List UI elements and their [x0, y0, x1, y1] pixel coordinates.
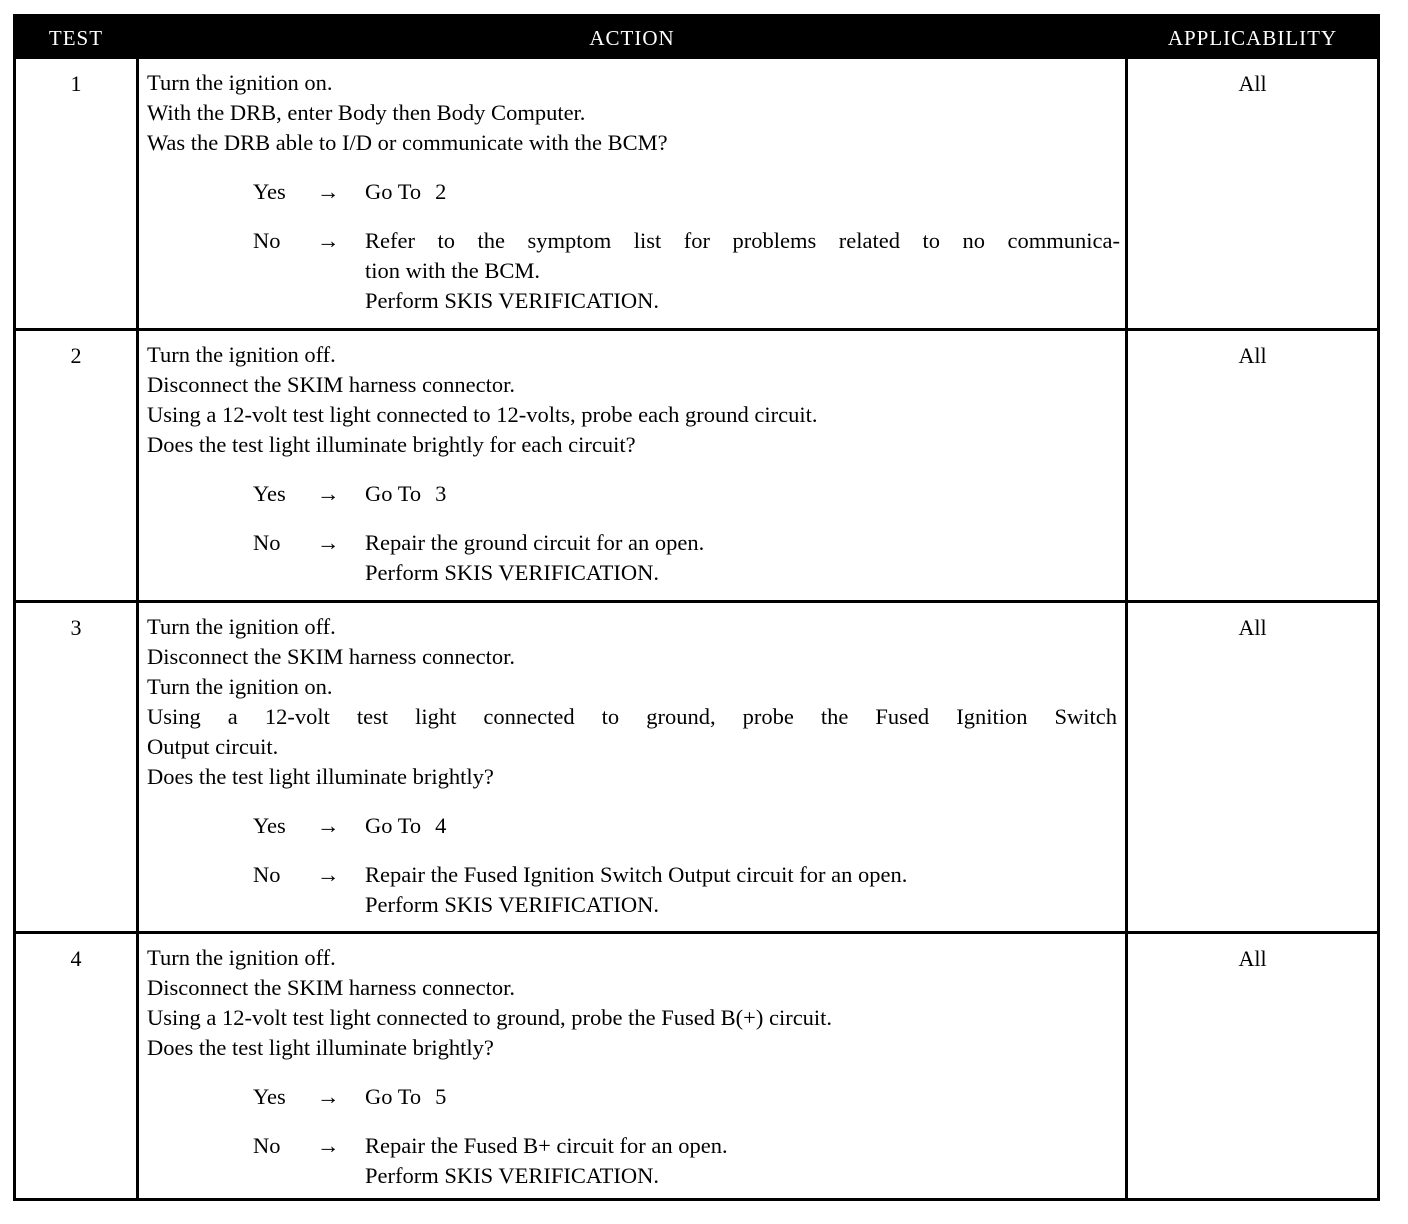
action-step: Output circuit. — [147, 734, 279, 759]
table-row — [16, 328, 1377, 600]
no-result — [365, 1131, 1120, 1191]
action-step: Disconnect the SKIM harness connector. — [147, 975, 516, 1000]
no-result — [365, 226, 1120, 316]
no-label: No — [253, 228, 281, 253]
no-result — [365, 528, 1120, 588]
no-branch — [147, 528, 1117, 588]
action-step: Was the DRB able to I/D or communicate with the BCM? — [147, 130, 668, 155]
yes-branch — [147, 479, 1117, 509]
table-header — [16, 17, 1377, 59]
yes-label: Yes — [253, 179, 286, 204]
yes-branch — [147, 1082, 1117, 1112]
yes-label: Yes — [253, 813, 286, 838]
action-step: Turn the ignition off. — [147, 342, 336, 367]
action-step: Turn the ignition on. — [147, 70, 333, 95]
table-row — [16, 931, 1377, 1198]
go-to-label: Go To — [365, 813, 422, 838]
arrow-right-icon: → — [317, 179, 340, 204]
go-to-label: Go To — [365, 1084, 422, 1109]
column-divider — [136, 603, 139, 931]
applicability-value: All — [1238, 615, 1267, 640]
arrow-right-icon: → — [317, 481, 340, 506]
go-to-number: 2 — [435, 179, 447, 204]
header-action: ACTION — [589, 26, 675, 50]
arrow-right-icon: → — [317, 530, 340, 555]
yes-result — [365, 479, 1120, 509]
action-cell — [147, 603, 1117, 920]
go-to-label: Go To — [365, 481, 422, 506]
table-row — [16, 59, 1377, 328]
go-to-number: 5 — [435, 1084, 447, 1109]
no-label: No — [253, 1133, 281, 1158]
action-step: Turn the ignition off. — [147, 614, 336, 639]
no-result-line: tion with the BCM. — [365, 258, 541, 283]
test-number: 1 — [70, 71, 82, 96]
no-branch — [147, 860, 1117, 920]
no-result-line: Repair the Fused B+ circuit for an open. — [365, 1133, 728, 1158]
arrow-right-icon: → — [317, 1133, 340, 1158]
no-result — [365, 860, 1120, 920]
no-label: No — [253, 530, 281, 555]
action-step: Does the test light illuminate brightly? — [147, 764, 494, 789]
no-result-line: Perform SKIS VERIFICATION. — [365, 288, 659, 313]
diagnostic-test-table — [13, 14, 1380, 1201]
no-label: No — [253, 862, 281, 887]
column-divider — [1125, 934, 1128, 1198]
column-divider — [1125, 59, 1128, 328]
yes-label: Yes — [253, 481, 286, 506]
action-step: Using a 12-volt test light connected to 12-volts, probe each ground circuit. — [147, 402, 818, 427]
applicability-value: All — [1238, 946, 1267, 971]
action-step: Disconnect the SKIM harness connector. — [147, 644, 516, 669]
no-branch — [147, 226, 1120, 316]
action-step: With the DRB, enter Body then Body Computer. — [147, 100, 586, 125]
column-divider — [136, 331, 139, 600]
header-applicability: APPLICABILITY — [1167, 26, 1338, 50]
action-cell — [147, 331, 1117, 588]
column-divider — [1125, 603, 1128, 931]
table-row — [16, 600, 1377, 931]
action-step: Does the test light illuminate brightly for each circuit? — [147, 432, 636, 457]
yes-label: Yes — [253, 1084, 286, 1109]
arrow-right-icon: → — [317, 813, 340, 838]
yes-result — [365, 1082, 1120, 1112]
test-number: 4 — [70, 946, 82, 971]
arrow-right-icon: → — [317, 1084, 340, 1109]
applicability-value: All — [1238, 343, 1267, 368]
no-branch — [147, 1131, 1117, 1191]
action-step: Using a 12-volt test light connected to ground, probe the Fused Ignition Switch — [147, 704, 1117, 729]
test-number: 2 — [70, 343, 82, 368]
action-cell — [147, 59, 1120, 316]
go-to-number: 3 — [435, 481, 447, 506]
yes-result — [365, 811, 1120, 841]
no-result-line: Repair the ground circuit for an open. — [365, 530, 705, 555]
arrow-right-icon: → — [317, 228, 340, 253]
go-to-label: Go To — [365, 179, 422, 204]
no-result-line: Perform SKIS VERIFICATION. — [365, 892, 659, 917]
arrow-right-icon: → — [317, 862, 340, 887]
header-test: TEST — [48, 26, 104, 50]
column-divider — [136, 59, 139, 328]
action-step: Disconnect the SKIM harness connector. — [147, 372, 516, 397]
no-result-line: Refer to the symptom list for problems related to no communica- — [365, 228, 1120, 253]
action-step: Using a 12-volt test light connected to ground, probe the Fused B(+) circuit. — [147, 1005, 833, 1030]
no-result-line: Perform SKIS VERIFICATION. — [365, 1163, 659, 1188]
action-step: Turn the ignition on. — [147, 674, 333, 699]
no-result-line: Perform SKIS VERIFICATION. — [365, 560, 659, 585]
column-divider — [136, 934, 139, 1198]
yes-result — [365, 177, 1120, 207]
action-step: Does the test light illuminate brightly? — [147, 1035, 494, 1060]
yes-branch — [147, 811, 1117, 841]
yes-branch — [147, 177, 1117, 207]
test-number: 3 — [70, 615, 82, 640]
column-divider — [1125, 331, 1128, 600]
go-to-number: 4 — [435, 813, 447, 838]
applicability-value: All — [1238, 71, 1267, 96]
no-result-line: Repair the Fused Ignition Switch Output circuit for an open. — [365, 862, 908, 887]
action-cell — [147, 934, 1117, 1191]
action-step: Turn the ignition off. — [147, 945, 336, 970]
